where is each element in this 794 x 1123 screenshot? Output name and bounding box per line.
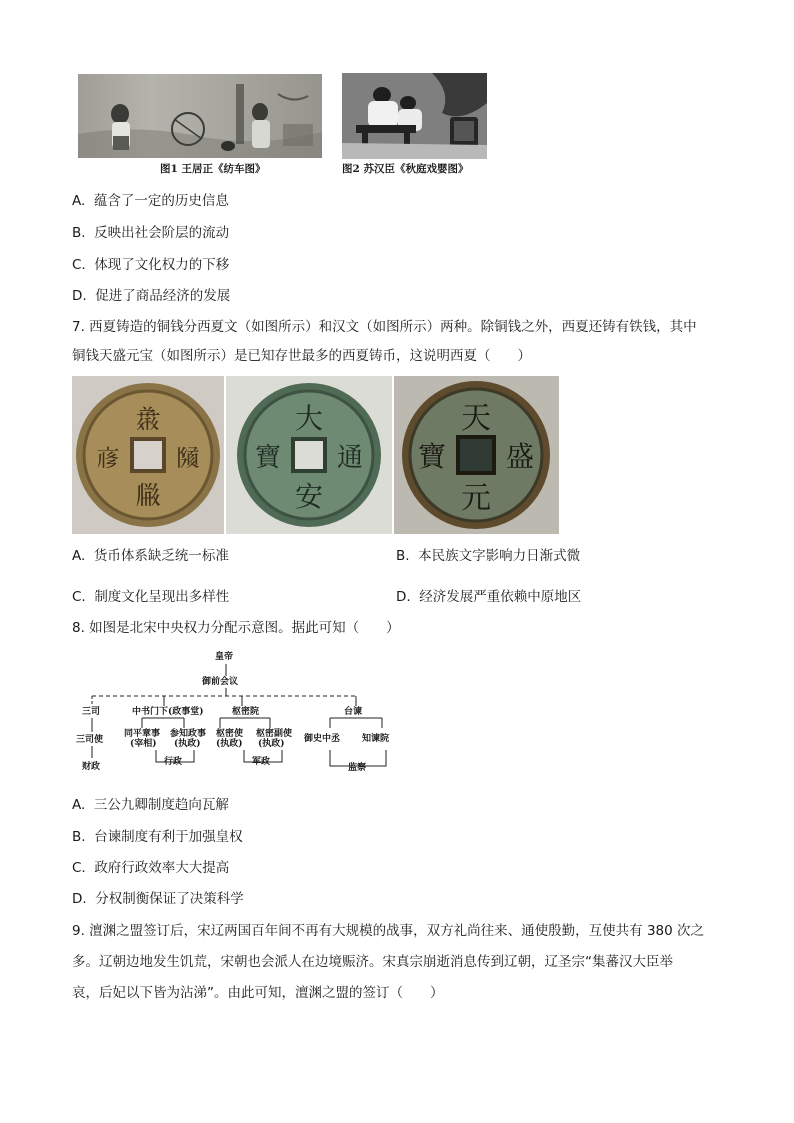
node-sansishi: 三司使 — [76, 735, 104, 745]
coin2-char-right: 通 — [336, 443, 364, 473]
option-label: D. — [396, 589, 411, 605]
option-text: 货币体系缺乏统一标准 — [93, 548, 229, 564]
option-text: 分权制衡保证了决策科学 — [95, 891, 244, 907]
q8-option-b[interactable] — [72, 828, 243, 846]
option-text: 政府行政效率大大提高 — [94, 860, 230, 876]
q9-stem-line2: 多。辽朝边地发生饥荒，宋朝也会派人在边境赈济。宋真宗崩逝消息传到辽朝，辽圣宗“集蕃汉大臣举 — [72, 954, 673, 970]
coin2-char-top: 大 — [294, 402, 324, 435]
q7-option-d[interactable] — [396, 588, 581, 606]
q9-stem-line1: 9. 澶渊之盟签订后，宋辽两国百年间不再有大规模的战事，双方礼尚往来、通使殷勤，互使共有 380 次之 — [72, 923, 705, 939]
coin-tiansheng-svg — [394, 376, 559, 534]
q9-stem-line3: 哀，后妃以下皆为沾涕”。由此可知，澶渊之盟的签订（ ） — [72, 985, 444, 1001]
q7-option-a[interactable] — [72, 547, 229, 565]
option-label: B. — [72, 829, 86, 845]
option-text: 促进了商品经济的发展 — [95, 288, 231, 304]
coin2-char-left: 寶 — [254, 443, 282, 473]
coin3-char-right: 盛 — [505, 440, 535, 473]
node-taijian: 台谏 — [344, 707, 363, 717]
node-zhizheng1: (执政) — [174, 739, 201, 749]
power-structure-diagram — [72, 650, 402, 778]
coin1-char-bottom: 𗆐 — [134, 481, 162, 511]
node-junshi: 军政 — [252, 757, 271, 767]
node-yushi: 御史中丞 — [304, 734, 341, 744]
coin-xixia-svg — [72, 376, 224, 534]
coin1-char-left: 𗇋 — [96, 444, 120, 472]
coin1-char-top: 𘟪 — [134, 405, 162, 435]
fig1-caption: 图1 王居正《纺车图》 — [160, 163, 266, 175]
node-canzhi: 参知政事 — [170, 729, 207, 739]
coin2-char-bottom: 安 — [294, 480, 324, 513]
q6-option-b[interactable] — [72, 224, 229, 242]
coin-xixia-script — [72, 376, 224, 534]
node-xingzheng: 行政 — [164, 757, 183, 767]
fig2-painting — [342, 73, 487, 159]
q7-stem-line1: 7. 西夏铸造的铜钱分西夏文（如图所示）和汉文（如图所示）两种。除铜钱之外，西夏还铸有铁钱，其中 — [72, 319, 697, 335]
node-zhijian: 知谏院 — [362, 734, 390, 744]
node-caizheng: 财政 — [82, 762, 101, 772]
q6-option-c[interactable] — [72, 256, 229, 274]
coin3-char-bottom: 元 — [461, 481, 491, 516]
coin3-char-top: 天 — [461, 401, 491, 436]
node-shumi: 枢密院 — [232, 707, 260, 717]
q8-option-c[interactable] — [72, 859, 229, 877]
option-text: 经济发展严重依赖中原地区 — [419, 589, 582, 605]
coin-daan-svg — [226, 376, 392, 534]
option-label: C. — [72, 589, 86, 605]
node-shumifu: 枢密副使 — [256, 729, 293, 739]
option-label: A. — [72, 193, 86, 209]
option-label: B. — [396, 548, 410, 564]
node-zhongshu: 中书门下(政事堂) — [132, 707, 204, 717]
q8-option-d[interactable] — [72, 890, 244, 908]
coin3-char-left: 寶 — [417, 440, 447, 473]
q6-option-a[interactable] — [72, 192, 229, 210]
node-jiancha: 监察 — [348, 763, 367, 773]
node-emperor: 皇帝 — [215, 652, 234, 662]
option-label: D. — [72, 891, 87, 907]
option-label: C. — [72, 860, 86, 876]
option-text: 反映出社会阶层的流动 — [94, 225, 230, 241]
q7-option-b[interactable] — [396, 547, 580, 565]
node-council: 御前会议 — [202, 677, 239, 687]
node-tongping: 同平章事 — [124, 729, 161, 739]
coin1-char-right: 𗂧 — [176, 444, 200, 472]
fig2-caption: 图2 苏汉臣《秋庭戏婴图》 — [342, 163, 469, 175]
q8-stem: 8. 如图是北宋中央权力分配示意图。据此可知（ ） — [72, 620, 400, 636]
option-label: D. — [72, 288, 87, 304]
q7-stem-line2: 铜钱天盛元宝（如图所示）是已知存世最多的西夏铸币，这说明西夏（ ） — [72, 348, 531, 364]
option-text: 体现了文化权力的下移 — [94, 257, 230, 273]
q8-option-a[interactable] — [72, 796, 229, 814]
node-zaixiang: (宰相) — [130, 739, 157, 749]
option-label: C. — [72, 257, 86, 273]
fig1-painting-art — [78, 74, 322, 158]
coin-tiansheng-yuanbao — [394, 376, 559, 534]
fig2-painting-art — [342, 73, 487, 159]
q7-option-c[interactable] — [72, 588, 229, 606]
fig1-painting — [78, 74, 322, 158]
option-label: A. — [72, 797, 86, 813]
option-text: 蕴含了一定的历史信息 — [93, 193, 229, 209]
node-zhizheng3: (执政) — [258, 739, 285, 749]
option-text: 台谏制度有利于加强皇权 — [94, 829, 243, 845]
option-text: 制度文化呈现出多样性 — [94, 589, 230, 605]
option-label: A. — [72, 548, 86, 564]
node-zhizheng2: (执政) — [216, 739, 243, 749]
option-label: B. — [72, 225, 86, 241]
option-text: 本民族文字影响力日渐式微 — [418, 548, 581, 564]
node-sansi: 三司 — [82, 707, 101, 717]
node-shumishi: 枢密使 — [216, 729, 244, 739]
q6-option-d[interactable] — [72, 287, 230, 305]
coin-daan-tongbao — [226, 376, 392, 534]
option-text: 三公九卿制度趋向瓦解 — [93, 797, 229, 813]
